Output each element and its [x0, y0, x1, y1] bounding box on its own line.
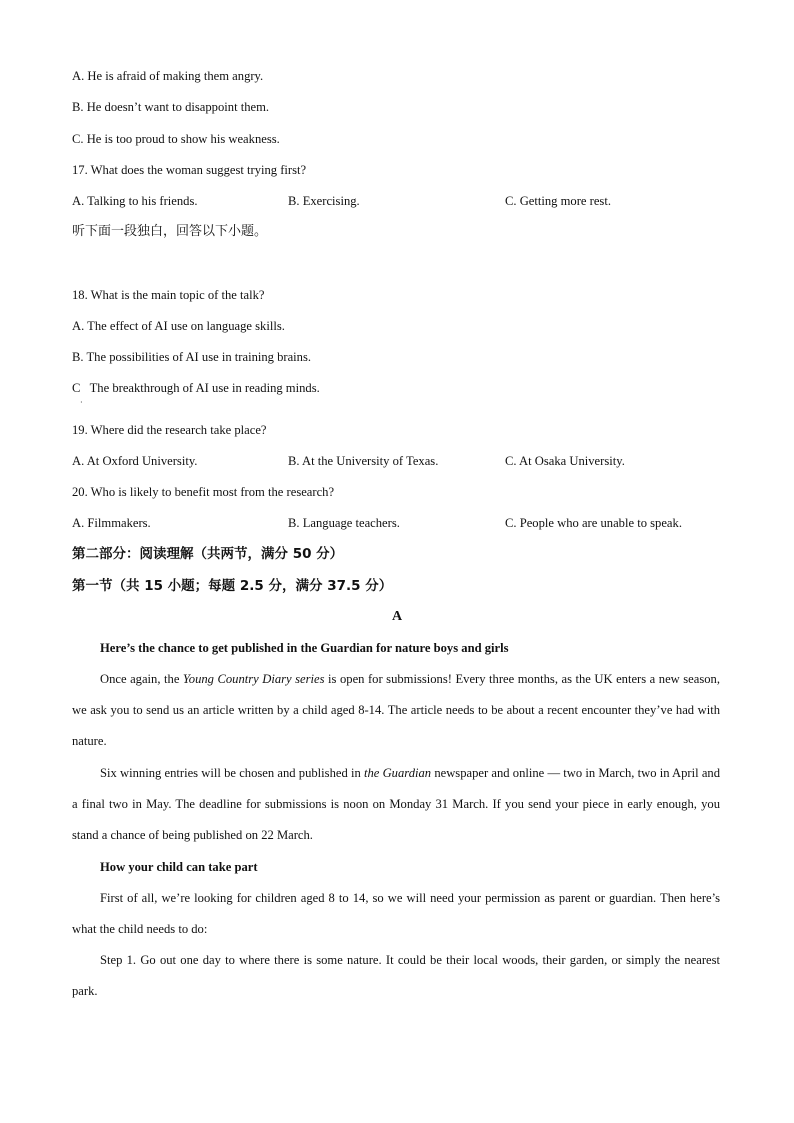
paragraph-3: First of all, we’re looking for children aged 8 to 14, so we will need your permission as parent or guardian. Then here’s what the child needs to do:	[72, 891, 720, 936]
q20-stem: 20. Who is likely to benefit most from the research?	[72, 485, 335, 499]
p1-text-end: is open for submissions! Every three months, as the UK enters a new season, we ask you to send us an article written by a child aged 8-14. The article needs to be about a recent encounter they’ve had with nature.	[72, 672, 720, 748]
q19-option-b: B. At the University of Texas.	[288, 454, 439, 468]
q17-option-a: A. Talking to his friends.	[72, 194, 198, 208]
p2-text-start: Six winning entries will be chosen and published in	[100, 766, 364, 780]
passage-letter: A	[391, 609, 403, 624]
section1-title: 第一节（共 15 小题；每题 2.5 分，满分 37.5 分）	[72, 578, 393, 594]
monologue-instruction: 听下面一段独白，回答以下小题。	[72, 224, 268, 239]
passage-title: Here’s the chance to get published in the Guardian for nature boys and girls	[100, 641, 509, 655]
q19-option-c: C. At Osaka University.	[505, 454, 625, 468]
q20-option-b: B. Language teachers.	[288, 516, 400, 530]
q17-option-b: B. Exercising.	[288, 194, 360, 208]
q16-option-b: B. He doesn’t want to disappoint them.	[72, 100, 270, 114]
paragraph-4: Step 1. Go out one day to where there is some nature. It could be their local woods, their garden, or simply the nearest park.	[72, 953, 720, 998]
part2-title: 第二部分：阅读理解（共两节，满分 50 分）	[72, 546, 344, 562]
q20-option-a: A. Filmmakers.	[72, 516, 151, 530]
q19-option-a: A. At Oxford University.	[72, 454, 198, 468]
p1-italic-series: Young Country Diary series	[182, 672, 325, 686]
q18-option-b: B. The possibilities of AI use in training brains.	[72, 350, 312, 364]
p1-text-start: Once again, the	[100, 672, 183, 686]
q20-option-c: C. People who are unable to speak.	[505, 516, 682, 530]
paragraph-1	[72, 664, 720, 757]
p2-italic-guardian: the Guardian	[363, 766, 432, 780]
q16-option-a: A. He is afraid of making them angry.	[72, 69, 264, 83]
q17-stem: 17. What does the woman suggest trying first?	[72, 163, 307, 177]
q17-option-c: C. Getting more rest.	[505, 194, 611, 208]
q19-stem: 19. Where did the research take place?	[72, 423, 267, 437]
q18-option-a: A. The effect of AI use on language skills.	[72, 319, 285, 333]
subheading: How your child can take part	[100, 860, 258, 874]
p2-text-end: newspaper and online — two in March, two in April and a final two in May. The deadline for submissions is noon on Monday 31 March. If you send your piece in early enough, you stand a chance of being published on 22 March.	[72, 766, 721, 842]
q16-option-c: C. He is too proud to show his weakness.	[72, 132, 280, 146]
paragraph-2	[72, 758, 720, 851]
q18-stem: 18. What is the main topic of the talk?	[72, 288, 265, 302]
q18-option-c: C The breakthrough of AI use in reading minds.	[72, 381, 320, 395]
stray-dot: ·	[80, 398, 83, 407]
